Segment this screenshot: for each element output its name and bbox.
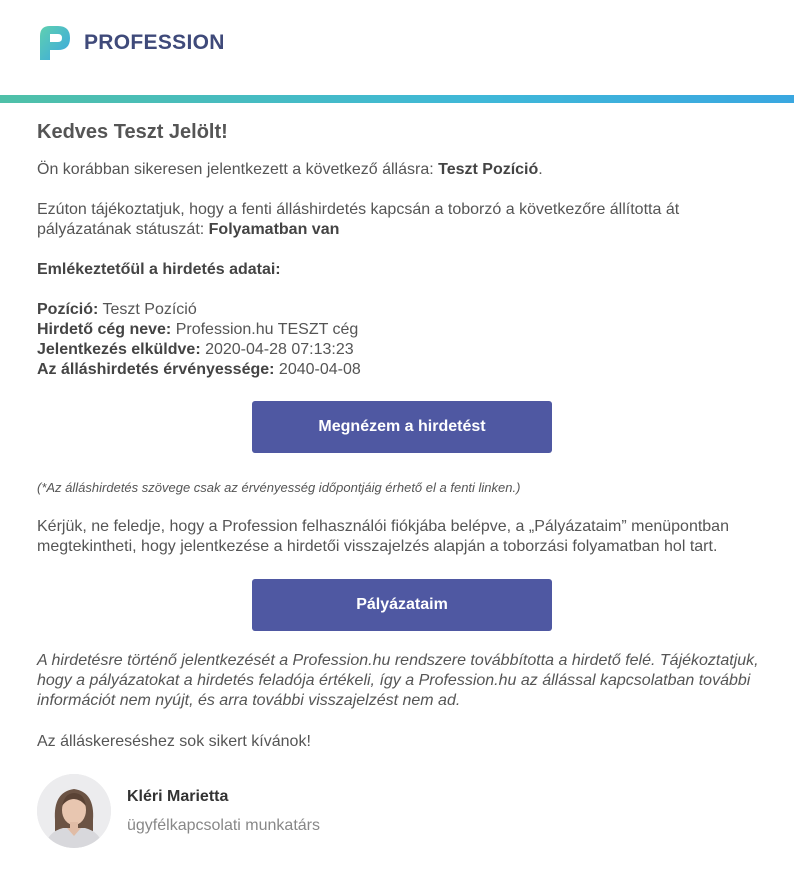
avatar xyxy=(37,774,111,848)
status-text: Ezúton tájékoztatjuk, hogy a fenti álláshirdetés kapcsán a toborzó a következőre állította át pályázatának státuszát: xyxy=(37,201,680,238)
detail-label: Jelentkezés elküldve: xyxy=(37,341,201,358)
intro-position: Teszt Pozíció xyxy=(438,161,539,178)
status-paragraph xyxy=(37,200,767,240)
detail-label: Pozíció: xyxy=(37,301,99,318)
applications-button-wrap xyxy=(37,579,767,631)
detail-label: Hirdető cég neve: xyxy=(37,321,172,338)
intro-end: . xyxy=(538,161,543,178)
brand-name: PROFESSION xyxy=(84,31,225,54)
profession-logo[interactable] xyxy=(36,24,225,62)
closing-line: Az álláskereséshez sok sikert kívánok! xyxy=(37,733,311,750)
detail-row-sent xyxy=(37,340,767,360)
header-divider xyxy=(0,95,794,103)
detail-value: 2020-04-28 07:13:23 xyxy=(200,341,354,358)
view-ad-button-wrap xyxy=(37,401,767,453)
details-heading-text: Emlékeztetőül a hirdetés adatai: xyxy=(37,261,281,278)
view-ad-button[interactable]: Megnézem a hirdetést xyxy=(252,401,552,453)
signature xyxy=(37,774,767,848)
detail-label: Az álláshirdetés érvényessége: xyxy=(37,361,275,378)
intro-text: Ön korábban sikeresen jelentkezett a következő állásra: xyxy=(37,161,439,178)
email-header xyxy=(0,0,794,95)
signature-text xyxy=(127,787,320,836)
profession-logo-icon xyxy=(36,24,74,62)
applications-button[interactable]: Pályázataim xyxy=(252,579,552,631)
greeting-heading: Kedves Teszt Jelölt! xyxy=(37,121,228,143)
avatar-image xyxy=(37,774,111,848)
email-body xyxy=(37,120,767,848)
intro-paragraph xyxy=(37,160,767,180)
detail-value: Profession.hu TESZT cég xyxy=(171,321,359,338)
validity-note: (*Az álláshirdetés szövege csak az érvényesség időpontjáig érhető el a fenti linken.) xyxy=(37,480,521,495)
detail-row-company xyxy=(37,320,767,340)
disclaimer-paragraph: A hirdetésre történő jelentkezését a Profession.hu rendszere továbbította a hirdető felé. Tájékoztatjuk, hogy a pályázatokat a hirdetés feladója értékeli, így a Profession.hu az állással kapcsolatban további információt nem nyújt, és arra további visszajelzést nem ad. xyxy=(37,652,759,709)
detail-value: 2040-04-08 xyxy=(274,361,361,378)
details-heading xyxy=(37,260,767,280)
detail-value: Teszt Pozíció xyxy=(98,301,197,318)
signature-name: Kléri Marietta xyxy=(127,787,229,805)
ad-details xyxy=(37,300,767,380)
detail-row-position xyxy=(37,300,767,320)
signature-role: ügyfélkapcsolati munkatárs xyxy=(127,816,320,834)
detail-row-validity xyxy=(37,360,767,380)
reminder-paragraph: Kérjük, ne feledje, hogy a Profession felhasználói fiókjába belépve, a „Pályázataim” menüpontban megtekintheti, hogy jelentkezése a hirdetői visszajelzés alapján a toborzási folyamatban hol tart. xyxy=(37,518,729,555)
status-value: Folyamatban van xyxy=(208,221,340,238)
